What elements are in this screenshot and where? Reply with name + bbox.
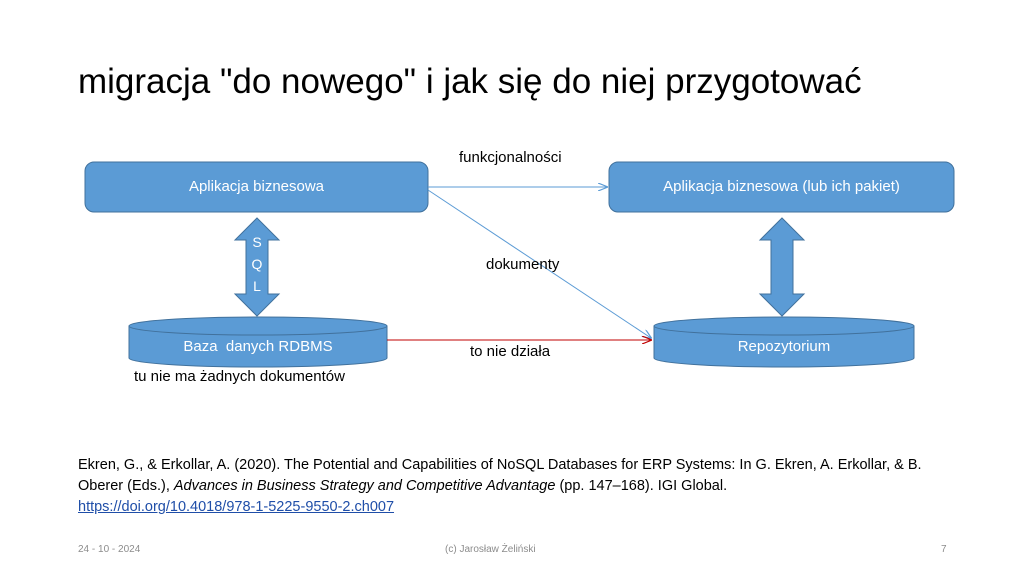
documents-label: dokumenty bbox=[486, 256, 560, 273]
citation-text-start: Ekren, G., & Erkollar, A. (2020). The Potential and Capabilities of NoSQL Databases for ERP Systems: In G. Ekren, A. Erkollar, & B. Oberer (Eds.), bbox=[78, 457, 922, 494]
citation-doi-link[interactable]: https://doi.org/10.4018/978-1-5225-9550-2.ch007 bbox=[78, 499, 395, 515]
citation-book-title: Advances in Business Strategy and Competitive Advantage bbox=[173, 478, 556, 494]
sql-letter-l: L bbox=[253, 278, 261, 294]
functionality-label: funkcjonalności bbox=[459, 149, 562, 166]
left-db-label: Baza danych RDBMS bbox=[183, 338, 333, 355]
citation bbox=[78, 455, 958, 518]
citation-text-end: (pp. 147–168). IGI Global. bbox=[555, 478, 728, 494]
left-app-label: Aplikacja biznesowa bbox=[188, 178, 325, 195]
footer-author: (c) Jarosław Żeliński bbox=[445, 544, 536, 555]
not-working-label: to nie działa bbox=[470, 343, 551, 360]
footer-page-number: 7 bbox=[941, 544, 947, 555]
sql-letter-q: Q bbox=[251, 256, 263, 272]
no-documents-label: tu nie ma żadnych dokumentów bbox=[134, 368, 345, 385]
right-db-label: Repozytorium bbox=[737, 338, 831, 355]
right-double-arrow bbox=[760, 218, 804, 316]
footer-date: 24 - 10 - 2024 bbox=[78, 544, 141, 555]
sql-letter-s: S bbox=[252, 234, 262, 250]
right-app-label: Aplikacja biznesowa (lub ich pakiet) bbox=[663, 178, 900, 195]
slide-title: migracja "do nowego" i jak się do niej przygotować bbox=[78, 62, 862, 101]
